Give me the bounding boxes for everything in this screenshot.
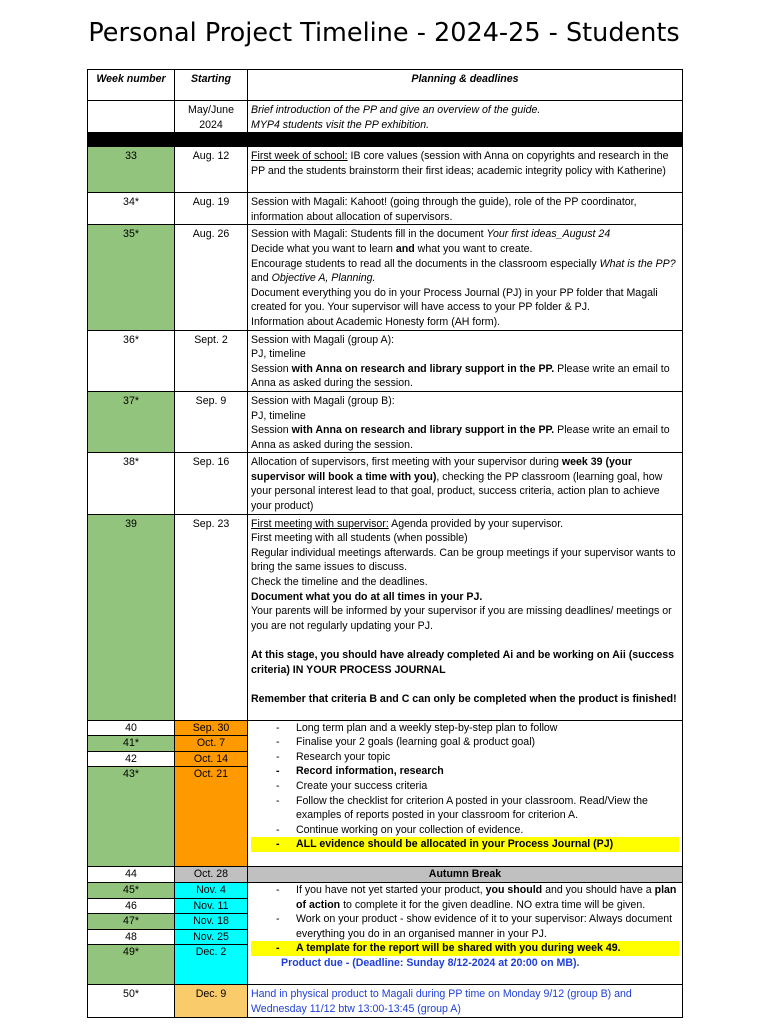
starting-cell: Sep. 16 [175, 453, 248, 514]
starting-cell: Sept. 2 [175, 330, 248, 391]
starting-cell: Dec. 9 [175, 985, 248, 1017]
text: what you want to create. [414, 242, 533, 255]
text: Document everything you do in your Process Journal (PJ) in your PP folder that Magali created for you. Your supervisor will have access to your PP folder & PJ. [251, 286, 658, 314]
text: Decide what you want to learn [251, 242, 396, 255]
header-planning: Planning & deadlines [248, 70, 683, 101]
starting-cell: Aug. 26 [175, 225, 248, 330]
list-item [251, 883, 679, 912]
table-row [88, 883, 683, 899]
starting-cell: Oct. 21 [175, 767, 248, 867]
week-cell: 34* [88, 193, 175, 225]
text: Please write an email to Anna as asked during the session. [251, 362, 670, 390]
list-item: - A template for the report will be shared with you during week 49. [251, 941, 679, 956]
starting-cell: Dec. 2 [175, 945, 248, 985]
planning-cell [248, 225, 683, 330]
week-cell: 46 [88, 898, 175, 914]
week-cell: 35* [88, 225, 175, 330]
starting-cell: Sep. 30 [175, 720, 248, 736]
header-week: Week number [88, 70, 175, 101]
planning-cell [248, 883, 683, 985]
bold-text: with Anna on research and library support in the PP. [291, 362, 555, 375]
starting-cell: Nov. 4 [175, 883, 248, 899]
table-row [88, 147, 683, 193]
week-cell: 49* [88, 945, 175, 985]
text: , checking the PP classroom (learning goal, how your personal interest lead to that goal, product, success criteria, action plan to achieve your product) [251, 470, 663, 513]
starting-cell: Aug. 19 [175, 193, 248, 225]
starting-cell: Nov. 18 [175, 914, 248, 930]
text: to complete it for the given deadline. NO extra time will be given. [340, 898, 646, 911]
planning-cell: Hand in physical product to Magali during PP time on Monday 9/12 (group B) and Wednesday 11/12 btw 13:00-13:45 (group A) [248, 985, 683, 1017]
italic-text: What is the PP? [599, 257, 676, 270]
starting-cell: Oct. 7 [175, 736, 248, 752]
bold-text: week 39 (your supervisor will book a time with you) [251, 456, 632, 483]
italic-text: Your first ideas_August 24 [486, 228, 611, 241]
list-item: - Long term plan and a weekly step-by-step plan to follow [251, 721, 679, 736]
week-cell: 50* [88, 985, 175, 1017]
bold-text: plan of action [296, 884, 677, 911]
week-cell: 43* [88, 767, 175, 867]
intro-line-2: MYP4 students visit the PP exhibition. [251, 118, 430, 131]
list-item: - Continue working on your collection of evidence. [251, 823, 679, 838]
week-cell: 39 [88, 514, 175, 720]
task-list [251, 721, 679, 852]
page-title: Personal Project Timeline - 2024-25 - Students [88, 18, 680, 48]
header-row [88, 70, 683, 101]
list-item: - Follow the checklist for criterion A posted in your classroom. Read/View the examples of reports posted in your classroom for criterion A. [251, 794, 679, 823]
table-row [88, 867, 683, 883]
text: PJ, timeline [251, 409, 306, 422]
text: Agenda provided by your supervisor. [388, 517, 564, 530]
starting-cell: Nov. 11 [175, 898, 248, 914]
planning-cell [248, 514, 683, 720]
text: Check the timeline and the deadlines. [251, 576, 428, 589]
product-due-text: Product due - (Deadline: Sunday 8/12-2024 at 20:00 on MB). [281, 957, 580, 969]
table-row [88, 453, 683, 514]
planning-cell [248, 453, 683, 514]
text: Session with Magali (group B): [251, 394, 395, 407]
table-row [88, 391, 683, 452]
text: PJ, timeline [251, 348, 306, 361]
list-item: - Record information, research [251, 764, 679, 779]
table-row [88, 720, 683, 736]
planning-cell [248, 101, 683, 133]
planning-cell [248, 720, 683, 867]
text: First meeting with all students (when possible) [251, 532, 468, 545]
week-cell: 45* [88, 883, 175, 899]
text: and [251, 272, 272, 285]
starting-cell: May/June 2024 [175, 101, 248, 133]
text: Session with Magali (group A): [251, 333, 395, 346]
week-cell: 44 [88, 867, 175, 883]
bold-text: Remember that criteria B and C can only be completed when the product is finished! [251, 692, 677, 705]
starting-cell: Nov. 25 [175, 929, 248, 945]
week-cell: 48 [88, 929, 175, 945]
bold-text: you should [485, 884, 543, 897]
italic-text: Objective A, Planning. [271, 272, 376, 285]
autumn-break-cell: Autumn Break [248, 867, 683, 883]
task-list [251, 883, 679, 956]
starting-cell: Sep. 9 [175, 391, 248, 452]
week-cell: 40 [88, 720, 175, 736]
starting-cell: Aug. 12 [175, 147, 248, 193]
timeline-table [87, 69, 683, 1018]
table-row [88, 101, 683, 133]
table-row [88, 514, 683, 720]
text: Session [251, 362, 292, 375]
text: Regular individual meetings afterwards. Can be group meetings if your supervisor wants to bring the same issues to discuss. [251, 546, 676, 574]
text: Session [251, 424, 292, 437]
planning-cell [248, 391, 683, 452]
starting-cell: Oct. 14 [175, 751, 248, 767]
intro-line-1: Brief introduction of the PP and give an overview of the guide. [251, 104, 541, 116]
list-item: - Work on your product - show evidence of it to your supervisor: Always document everything you do in an organised manner in your PJ. [251, 912, 679, 941]
underlined-text: First week of school: [251, 150, 348, 163]
table-row [88, 985, 683, 1017]
header-starting: Starting [175, 70, 248, 101]
week-cell: 38* [88, 453, 175, 514]
list-item: - ALL evidence should be allocated in your Process Journal (PJ) [251, 837, 679, 852]
list-item: - Finalise your 2 goals (learning goal & product goal) [251, 735, 679, 750]
underlined-text: First meeting with supervisor: [251, 517, 389, 530]
text: IB core values (session with Anna on copyrights and research in the PP and the students brainstorm their first ideas; academic integrity policy with Katherine) [251, 150, 669, 177]
bold-text: and [395, 242, 415, 255]
text: If you have not yet started your product, [296, 884, 486, 897]
week-cell: 33 [88, 147, 175, 193]
text: Encourage students to read all the documents in the classroom especially [251, 257, 600, 270]
planning-cell [248, 147, 683, 193]
week-cell [88, 101, 175, 133]
text: Information about Academic Honesty form (AH form). [251, 315, 501, 328]
text: Allocation of supervisors, first meeting with your supervisor during [251, 456, 562, 469]
week-cell: 37* [88, 391, 175, 452]
text: Your parents will be informed by your supervisor if you are missing deadlines/ meetings or you are not regularly updating your PJ. [251, 605, 672, 632]
table-row [88, 193, 683, 225]
separator-row [88, 133, 683, 147]
bold-text: with Anna on research and library support in the PP. [291, 424, 555, 437]
week-cell: 42 [88, 751, 175, 767]
planning-cell [248, 330, 683, 391]
list-item: - Research your topic [251, 750, 679, 765]
starting-cell: Oct. 28 [175, 867, 248, 883]
text: Session with Magali: Students fill in the document [251, 228, 487, 241]
text: and you should have a [542, 884, 655, 897]
list-item: - Create your success criteria [251, 779, 679, 794]
bold-text: Document what you do at all times in your PJ. [251, 590, 483, 603]
table-row [88, 225, 683, 330]
week-cell: 41* [88, 736, 175, 752]
planning-cell: Session with Magali: Kahoot! (going through the guide), role of the PP coordinator, information about allocation of supervisors. [248, 193, 683, 225]
table-row [88, 330, 683, 391]
starting-cell: Sep. 23 [175, 514, 248, 720]
bold-text: At this stage, you should have already completed Ai and be working on Aii (success criteria) IN YOUR PROCESS JOURNAL [251, 649, 675, 676]
week-cell: 47* [88, 914, 175, 930]
text: Please write an email to Anna as asked during the session. [251, 424, 670, 451]
week-cell: 36* [88, 330, 175, 391]
